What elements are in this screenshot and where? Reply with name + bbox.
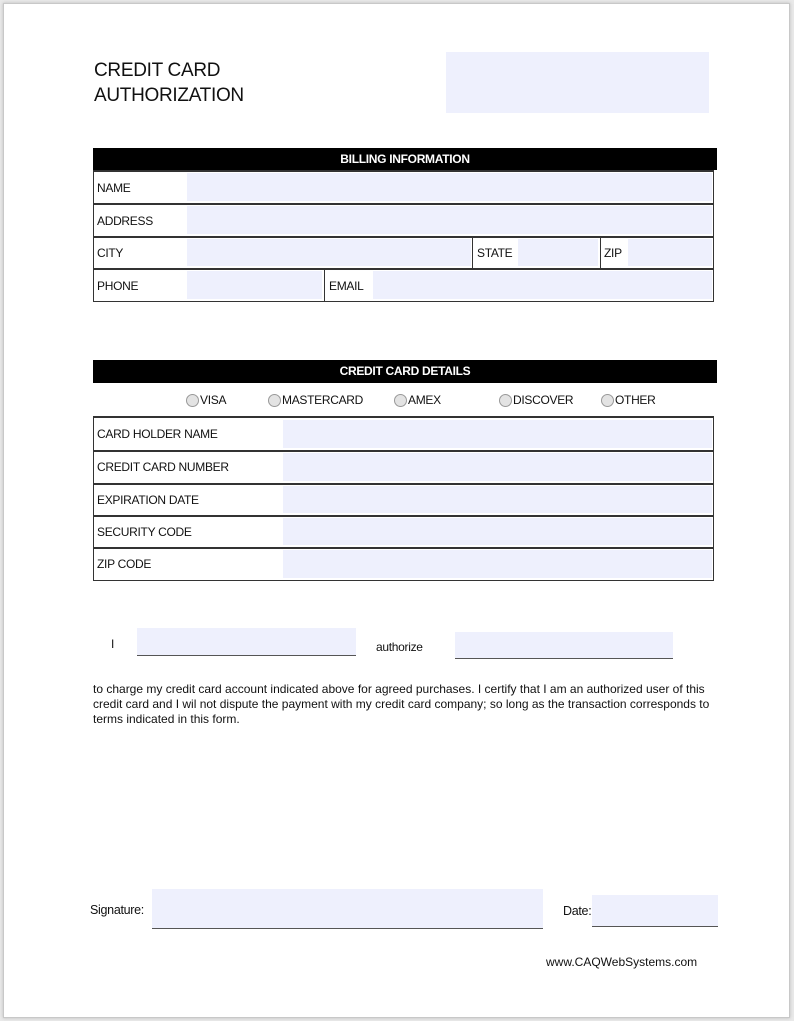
radio-mastercard[interactable] xyxy=(268,393,363,407)
merchant-name-input[interactable] xyxy=(455,632,673,659)
radio-label: VISA xyxy=(200,393,227,407)
radio-amex[interactable] xyxy=(394,393,441,407)
security-code-input[interactable] xyxy=(283,518,712,545)
security-code-row xyxy=(93,515,714,548)
zip-label: ZIP xyxy=(604,246,622,260)
authorizer-name-input[interactable] xyxy=(137,628,356,656)
form-title xyxy=(94,58,244,108)
phone-input[interactable] xyxy=(187,271,322,299)
signature-label: Signature: xyxy=(90,903,144,917)
name-row xyxy=(93,170,714,204)
phone-label: PHONE xyxy=(97,279,139,293)
billing-header: BILLING INFORMATION xyxy=(93,148,717,170)
expiration-input[interactable] xyxy=(283,486,712,513)
authorization-text: to charge my credit card account indicated above for agreed purchases. I certify that I am an authorized user of this credit card and I wil not dispute the payment with my credit card company; so long as the transaction corresponds to terms indicated in this form. xyxy=(93,682,710,726)
radio-label: MASTERCARD xyxy=(282,393,364,407)
title-line-1: CREDIT CARD xyxy=(94,60,221,81)
radio-label: AMEX xyxy=(408,393,441,407)
zip-input[interactable] xyxy=(628,239,712,266)
radio-icon[interactable] xyxy=(601,394,614,407)
card-holder-row xyxy=(93,416,714,451)
address-label: ADDRESS xyxy=(97,214,153,228)
radio-icon[interactable] xyxy=(268,394,281,407)
radio-discover[interactable] xyxy=(499,393,573,407)
date-input[interactable] xyxy=(592,895,718,927)
city-input[interactable] xyxy=(187,239,471,266)
divider xyxy=(600,238,601,268)
card-holder-input[interactable] xyxy=(283,420,712,448)
city-label: CITY xyxy=(97,246,124,260)
divider xyxy=(472,238,473,268)
radio-icon[interactable] xyxy=(394,394,407,407)
state-label: STATE xyxy=(477,246,513,260)
card-number-label: CREDIT CARD NUMBER xyxy=(97,460,229,474)
phone-row xyxy=(93,268,714,302)
card-number-input[interactable] xyxy=(283,453,712,481)
expiration-row xyxy=(93,483,714,516)
radio-label: DISCOVER xyxy=(513,393,574,407)
title-line-2: AUTHORIZATION xyxy=(94,85,244,106)
zip-code-row xyxy=(93,547,714,581)
state-input[interactable] xyxy=(518,239,598,266)
zip-code-input[interactable] xyxy=(283,550,712,578)
signature-input[interactable] xyxy=(152,889,543,929)
divider xyxy=(324,270,325,301)
radio-other[interactable] xyxy=(601,393,656,407)
radio-icon[interactable] xyxy=(186,394,199,407)
address-row xyxy=(93,203,714,237)
date-label: Date: xyxy=(563,904,592,918)
expiration-label: EXPIRATION DATE xyxy=(97,493,199,507)
name-input[interactable] xyxy=(187,173,712,201)
radio-visa[interactable] xyxy=(186,393,226,407)
email-input[interactable] xyxy=(373,271,712,299)
card-number-row xyxy=(93,450,714,484)
radio-icon[interactable] xyxy=(499,394,512,407)
card-details-header: CREDIT CARD DETAILS xyxy=(93,360,717,383)
logo-field[interactable] xyxy=(446,52,709,113)
i-label: I xyxy=(111,637,115,651)
address-input[interactable] xyxy=(187,206,712,234)
security-code-label: SECURITY CODE xyxy=(97,525,192,539)
website-text: www.CAQWebSystems.com xyxy=(546,955,698,969)
name-label: NAME xyxy=(97,181,131,195)
city-row xyxy=(93,236,714,269)
radio-label: OTHER xyxy=(615,393,656,407)
card-holder-label: CARD HOLDER NAME xyxy=(97,427,218,441)
email-label: EMAIL xyxy=(329,279,364,293)
authorize-label: authorize xyxy=(376,640,423,654)
zip-code-label: ZIP CODE xyxy=(97,557,152,571)
